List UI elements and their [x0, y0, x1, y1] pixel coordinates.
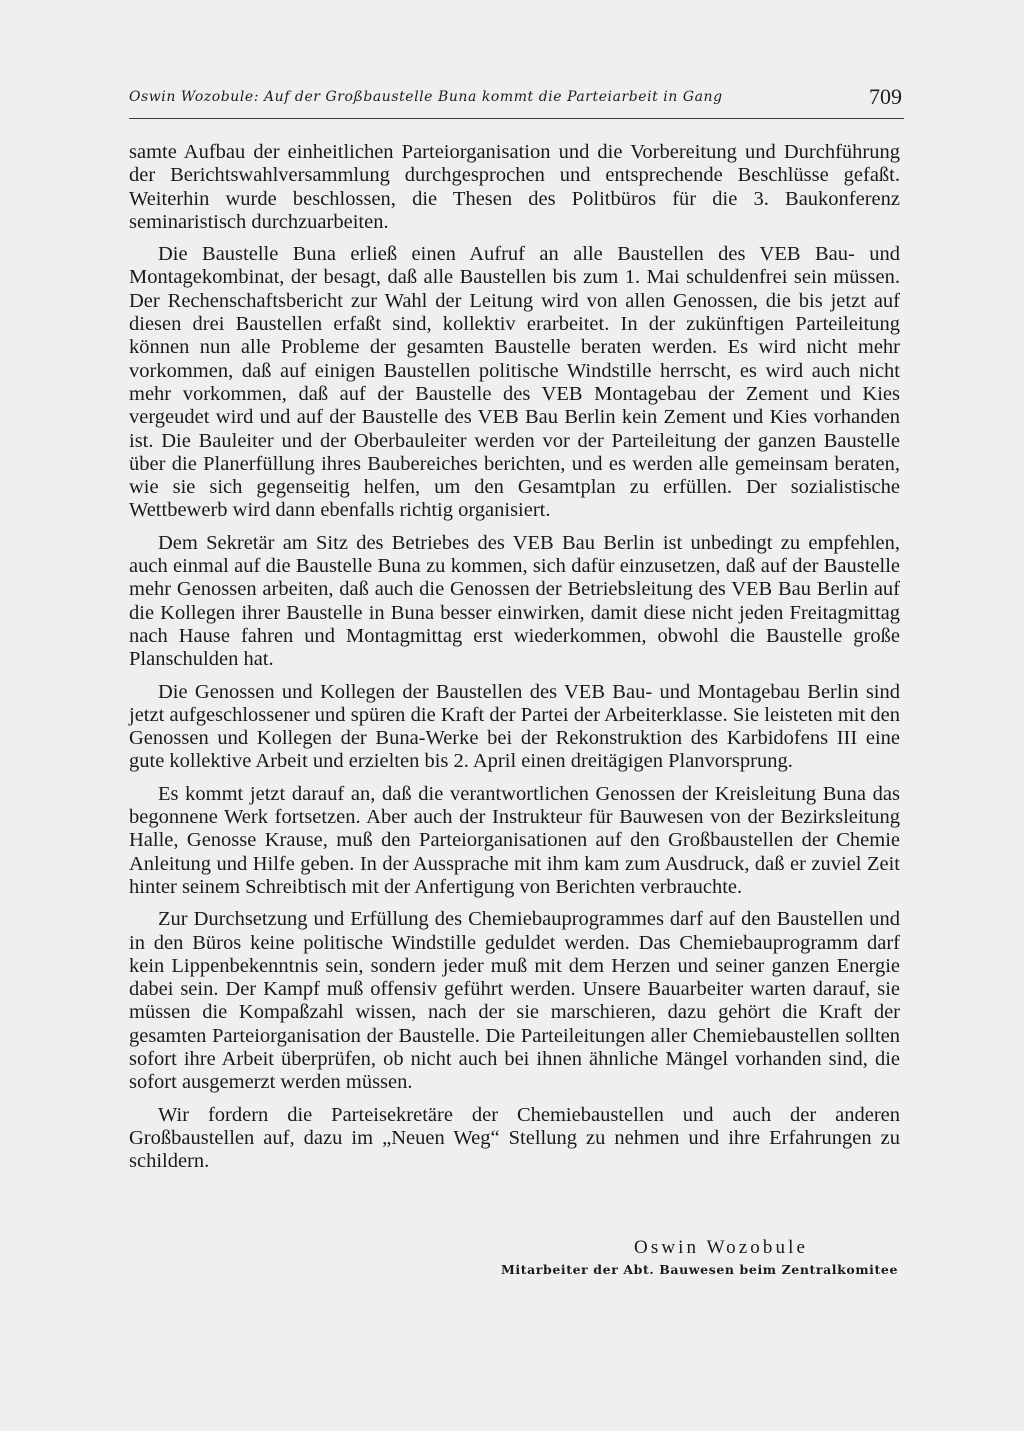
author-role: Mitarbeiter der Abt. Bauwesen beim Zentralkomitee [500, 1262, 898, 1277]
paragraph-5: Es kommt jetzt darauf an, daß die verantwortlichen Genossen der Kreisleitung Buna das begonnene Werk fortsetzen. Aber auch der Instrukteur für Bauwesen von der Bezirksleitung Halle, Genosse Krause, muß den Parteiorganisationen auf den Großbaustellen der Chemie Anleitung und Hilfe geben. In der Aussprache mit ihm kam zum Ausdruck, daß er zuviel Zeit hinter seinem Schreibtisch mit der Anfertigung von Berichten verbrauchte. [129, 782, 900, 898]
paragraph-7: Wir fordern die Parteisekretäre der Chemiebaustellen und auch der anderen Großbaustellen auf, dazu im „Neuen Weg“ Stellung zu nehmen und ihre Erfahrungen zu schildern. [129, 1103, 900, 1173]
running-header [129, 86, 904, 119]
author-signature: Oswin Wozobule [634, 1237, 808, 1258]
paragraph-6: Zur Durchsetzung und Erfüllung des Chemiebauprogrammes darf auf den Baustellen und in den Büros keine politische Windstille geduldet werden. Das Chemiebauprogramm darf kein Lippenbekenntnis sein, sondern jeder muß mit dem Herzen und seiner ganzen Energie dabei sein. Der Kampf muß offensiv geführt werden. Unsere Bauarbeiter warten darauf, sie müssen die Kompaßzahl wissen, nach der sie marschieren, dazu gehört die Kraft der gesamten Parteiorganisation der Baustelle. Die Parteileitungen aller Chemiebaustellen sollten sofort ihre Arbeit überprüfen, ob nicht auch bei ihnen ähnliche Mängel vorhanden sind, die sofort ausgemerzt werden müssen. [129, 908, 900, 1094]
paragraph-1: samte Aufbau der einheitlichen Parteiorganisation und die Vorbereitung und Durchführung der Berichtswahlversammlung durchgesprochen und entsprechende Beschlüsse gefaßt. Weiterhin wurde beschlossen, die Thesen des Politbüros für die 3. Baukonferenz seminaristisch durchzuarbeiten. [129, 141, 900, 233]
running-title: Oswin Wozobule: Auf der Großbaustelle Buna kommt die Parteiarbeit in Gang [129, 89, 723, 105]
paragraph-2: Die Baustelle Buna erließ einen Aufruf an alle Baustellen des VEB Bau- und Montagekombinat, der besagt, daß alle Baustellen bis zum 1. Mai schuldenfrei sein müssen. Der Rechenschaftsbericht zur Wahl der Leitung wird von allen Genossen, die bis jetzt auf diesen drei Baustellen erfaßt sind, kollektiv erarbeitet. In der zukünftigen Parteileitung können nun alle Probleme der gesamten Baustelle beraten werden. Es wird nicht mehr vorkommen, daß auf einigen Baustellen politische Windstille herrscht, es wird auch nicht mehr vorkommen, daß auf der Baustelle des VEB Montagebau der Zement und Kies vergeudet wird und auf der Baustelle des VEB Bau Berlin kein Zement und Kies vorhanden ist. Die Bauleiter und der Oberbauleiter werden vor der Parteileitung der ganzen Baustelle über die Planerfüllung ihres Baubereiches berichten, und es werden alle gemeinsam beraten, wie sie sich gegenseitig helfen, um den Gesamtplan zu erfüllen. Der sozialistische Wettbewerb wird dann ebenfalls richtig organisiert. [129, 243, 900, 522]
paragraph-3: Dem Sekretär am Sitz des Betriebes des VEB Bau Berlin ist unbedingt zu empfehlen, auch einmal auf die Baustelle Buna zu kommen, sich dafür einzusetzen, daß auf der Baustelle mehr Genossen arbeiten, daß auch die Genossen der Betriebsleitung des VEB Bau Berlin auf die Kollegen ihrer Baustelle in Buna besser einwirken, damit diese nicht jeden Freitagmittag nach Hause fahren und Montagmittag erst wiederkommen, obwohl die Baustelle große Planschulden hat. [129, 531, 900, 671]
article-body [129, 141, 900, 1182]
page-number: 709 [869, 84, 902, 109]
paragraph-4: Die Genossen und Kollegen der Baustellen des VEB Bau- und Montagebau Berlin sind jetzt aufgeschlossener und spüren die Kraft der Partei der Arbeiterklasse. Sie leisteten mit den Genossen und Kollegen der Buna-Werke bei der Rekonstruktion des Karbidofens III eine gute kollektive Arbeit und erzielten bis 2. April einen dreitägigen Planvorsprung. [129, 680, 900, 773]
